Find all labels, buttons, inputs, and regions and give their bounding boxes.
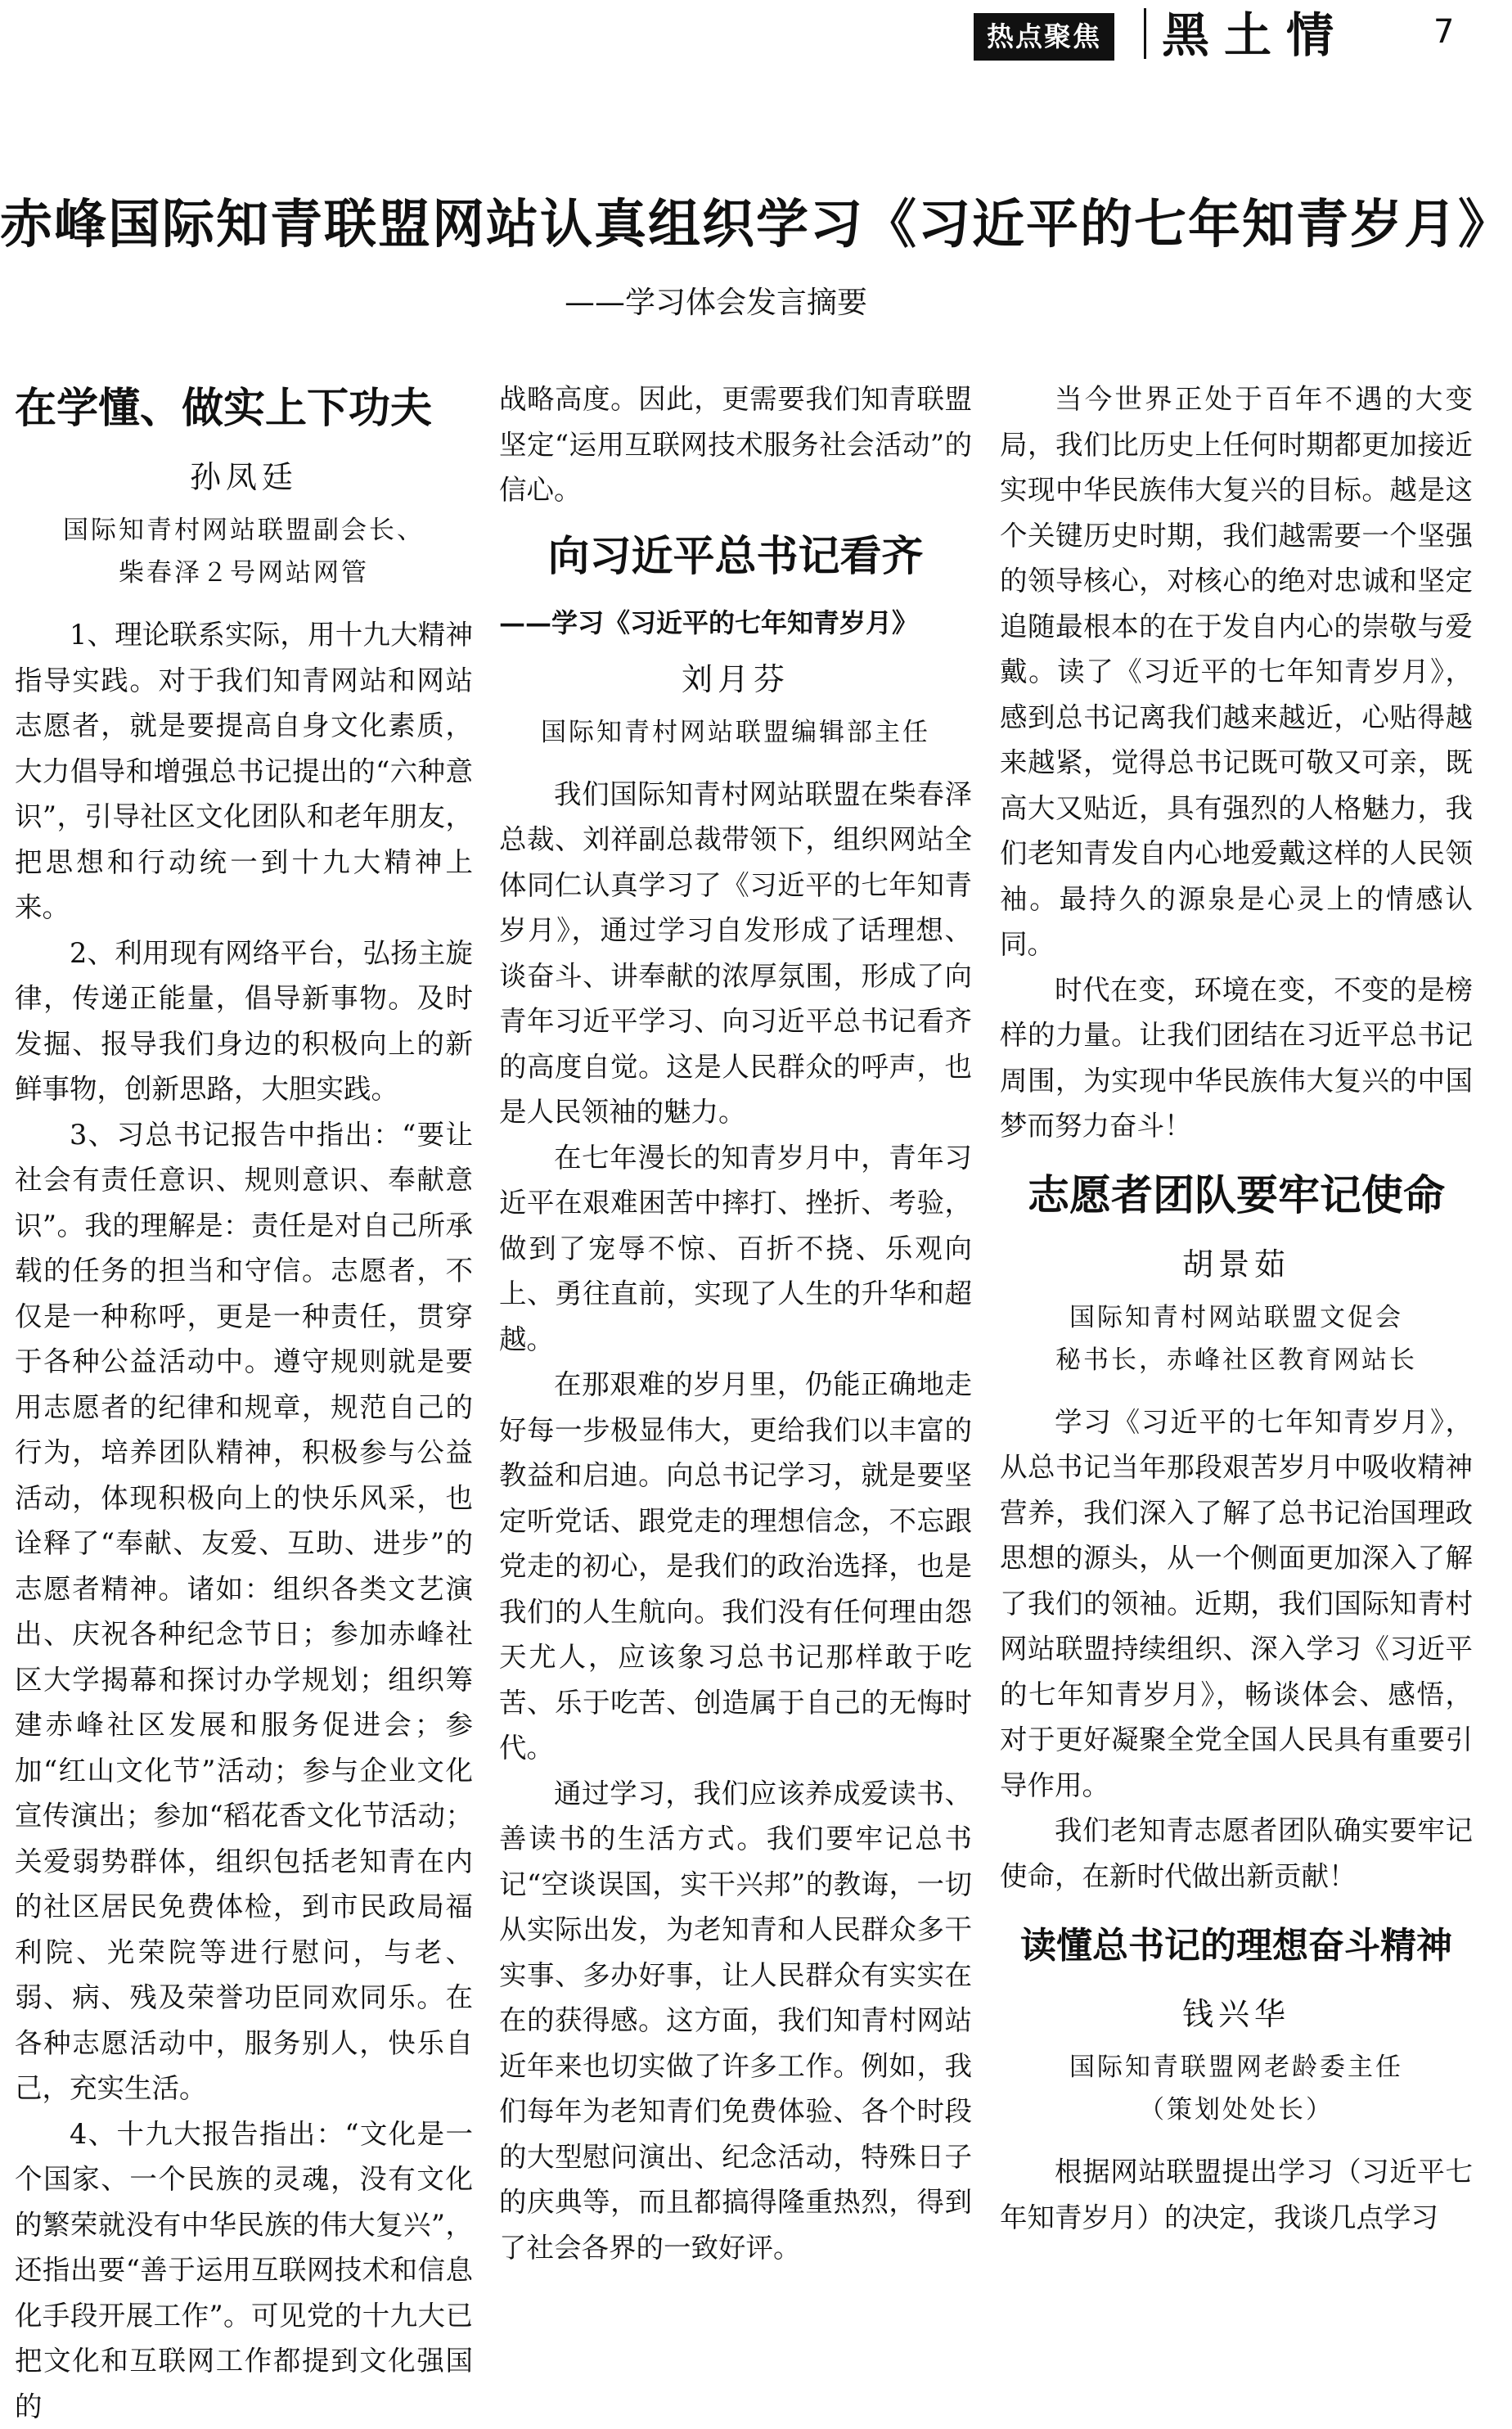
article3-affiliation-line1: 国际知青村网站联盟文促会: [1000, 1296, 1473, 1339]
article3-paragraph: 学习《习近平的七年知青岁月》，从总书记当年那段艰苦岁月中吸收精神营养，我们深入了解了总书记治国理政思想的源头，从一个侧面更加深入了解了我们的领袖。近期，我们国际知青村网站联盟持续组织、深入学习《习近平的七年知青岁月》，畅谈体会、感悟，对于更好凝聚全党全国人民具有重要引导作用。: [1000, 1399, 1473, 1809]
article1-paragraph: 1、理论联系实际，用十九大精神指导实践。对于我们知青网站和网站志愿者，就是要提高自身文化素质，大力倡导和增强总书记提出的“六种意识”，引导社区文化团队和老年朋友，把思想和行动统一到十九大精神上来。: [15, 612, 473, 931]
column-3: [1000, 376, 1473, 2128]
article2-paragraph: 通过学习，我们应该养成爱读书、善读书的生活方式。我们要牢记总书记“空谈误国，实干兴邦”的教诲，一切从实际出发，为老知青和人民群众多干实事、多办好事，让人民群众有实实在在的获得感。这方面，我们知青村网站近年来也切实做了许多工作。例如，我们每年为老知青们免费体验、各个时段的大型慰问演出、纪念活动，特殊日子的庆典等，而且都搞得隆重热烈，得到了社会各界的一致好评。: [499, 1771, 972, 2271]
newspaper-brand: 黑土情: [1162, 7, 1348, 64]
article2-paragraph: 在七年漫长的知青岁月中，青年习近平在艰难困苦中摔打、挫折、考验，做到了宠辱不惊、百折不挠、乐观向上、勇往直前，实现了人生的升华和超越。: [499, 1135, 972, 1363]
main-title: 赤峰国际知青联盟网站认真组织学习《习近平的七年知青岁月》: [0, 188, 1473, 262]
article4-affiliation: [1000, 2046, 1473, 2131]
section-tag: 热点聚焦: [974, 13, 1114, 61]
article1-affiliation: [15, 509, 473, 594]
article1-title: 在学懂、做实上下功夫: [15, 376, 473, 442]
article4-title: 读懂总书记的理想奋斗精神: [1000, 1913, 1473, 1979]
article4-affiliation-line2: （策划处处长）: [1000, 2089, 1473, 2131]
column-1: [15, 376, 473, 2128]
article4-paragraph: 根据网站联盟提出学习（习近平七年知青岁月）的决定，我谈几点学习: [1000, 2149, 1473, 2240]
article2-subtitle: ——学习《习近平的七年知青岁月》: [499, 600, 972, 646]
article4-author: 钱兴华: [1000, 1989, 1473, 2039]
article2-author: 刘月芬: [499, 654, 972, 705]
article3-affiliation: [1000, 1296, 1473, 1381]
article1-affiliation-line2: 柴春泽２号网站网管: [15, 552, 473, 594]
header-divider: [1144, 8, 1146, 59]
article2-paragraph: 我们国际知青村网站联盟在柴春泽总裁、刘祥副总裁带领下，组织网站全体同仁认真学习了《习近平的七年知青岁月》，通过学习自发形成了话理想、谈奋斗、讲奉献的浓厚氛围，形成了向青年习近平学习、向习近平总书记看齐的高度自觉。这是人民群众的呼声，也是人民领袖的魅力。: [499, 772, 972, 1135]
article1-paragraph: 3、习总书记报告中指出：“要让社会有责任意识、规则意识、奉献意识”。我的理解是：责任是对自己所承载的任务的担当和守信。志愿者，不仅是一种称呼，更是一种责任，贯穿于各种公益活动中。遵守规则就是要用志愿者的纪律和规章，规范自己的行为，培养团队精神，积极参与公益活动，体现积极向上的快乐风采，也诠释了“奉献、友爱、互助、进步”的志愿者精神。诸如：组织各类文艺演出、庆祝各种纪念节日；参加赤峰社区大学揭幕和探讨办学规划；组织筹建赤峰社区发展和服务促进会；参加“红山文化节”活动；参与企业文化宣传演出；参加“稻花香文化节活动；关爱弱势群体，组织包括老知青在内的社区居民免费体检，到市民政局福利院、光荣院等进行慰问，与老、弱、病、残及荣誉功臣同欢同乐。在各种志愿活动中，服务别人，快乐自己，充实生活。: [15, 1112, 473, 2111]
article1-affiliation-line1: 国际知青村网站联盟副会长、: [15, 509, 473, 552]
article3-title: 志愿者团队要牢记使命: [1000, 1164, 1473, 1229]
article1-author: 孙凤廷: [15, 452, 473, 502]
article1-continuation: 战略高度。因此，更需要我们知青联盟坚定“运用互联网技术服务社会活动”的信心。: [499, 376, 972, 513]
article1-paragraph: 2、利用现有网络平台，弘扬主旋律，传递正能量，倡导新事物。及时发掘、报导我们身边的积极向上的新鲜事物，创新思路，大胆实践。: [15, 931, 473, 1112]
page-header: [0, 0, 1473, 74]
main-subtitle: ——学习体会发言摘要: [565, 278, 867, 327]
article2-continuation: 时代在变，环境在变，不变的是榜样的力量。让我们团结在习近平总书记周围，为实现中华民族伟大复兴的中国梦而努力奋斗！: [1000, 967, 1473, 1149]
article2-affiliation: 国际知青村网站联盟编辑部主任: [499, 711, 972, 754]
column-2: [499, 376, 972, 2128]
article2-paragraph: 在那艰难的岁月里，仍能正确地走好每一步极显伟大，更给我们以丰富的教益和启迪。向总书记学习，就是要坚定听党话、跟党走的理想信念，不忘跟党走的初心，是我们的政治选择，也是我们的人生航向。我们没有任何理由怨天尤人，应该象习总书记那样敢于吃苦、乐于吃苦、创造属于自己的无悔时代。: [499, 1362, 972, 1771]
page-number: 7: [1433, 11, 1454, 52]
article3-affiliation-line2: 秘书长，赤峰社区教育网站长: [1000, 1339, 1473, 1381]
article1-paragraph: 4、十九大报告指出：“文化是一个国家、一个民族的灵魂，没有文化的繁荣就没有中华民族的伟大复兴”，还指出要“善于运用互联网技术和信息化手段开展工作”。可见党的十九大已把文化和互联网工作都提到文化强国的: [15, 2111, 473, 2429]
article3-author: 胡景茹: [1000, 1239, 1473, 1290]
article3-paragraph: 我们老知青志愿者团队确实要牢记使命，在新时代做出新贡献！: [1000, 1808, 1473, 1899]
article4-affiliation-line1: 国际知青联盟网老龄委主任: [1000, 2046, 1473, 2089]
article2-continuation: 当今世界正处于百年不遇的大变局，我们比历史上任何时期都更加接近实现中华民族伟大复兴的目标。越是这个关键历史时期，我们越需要一个坚强的领导核心，对核心的绝对忠诚和坚定追随最根本的在于发自内心的崇敬与爱戴。读了《习近平的七年知青岁月》，感到总书记离我们越来越近，心贴得越来越紧，觉得总书记既可敬又可亲，既高大又贴近，具有强烈的人格魅力，我们老知青发自内心地爱戴这样的人民领袖。最持久的源泉是心灵上的情感认同。: [1000, 376, 1473, 967]
article2-title: 向习近平总书记看齐: [499, 525, 972, 590]
